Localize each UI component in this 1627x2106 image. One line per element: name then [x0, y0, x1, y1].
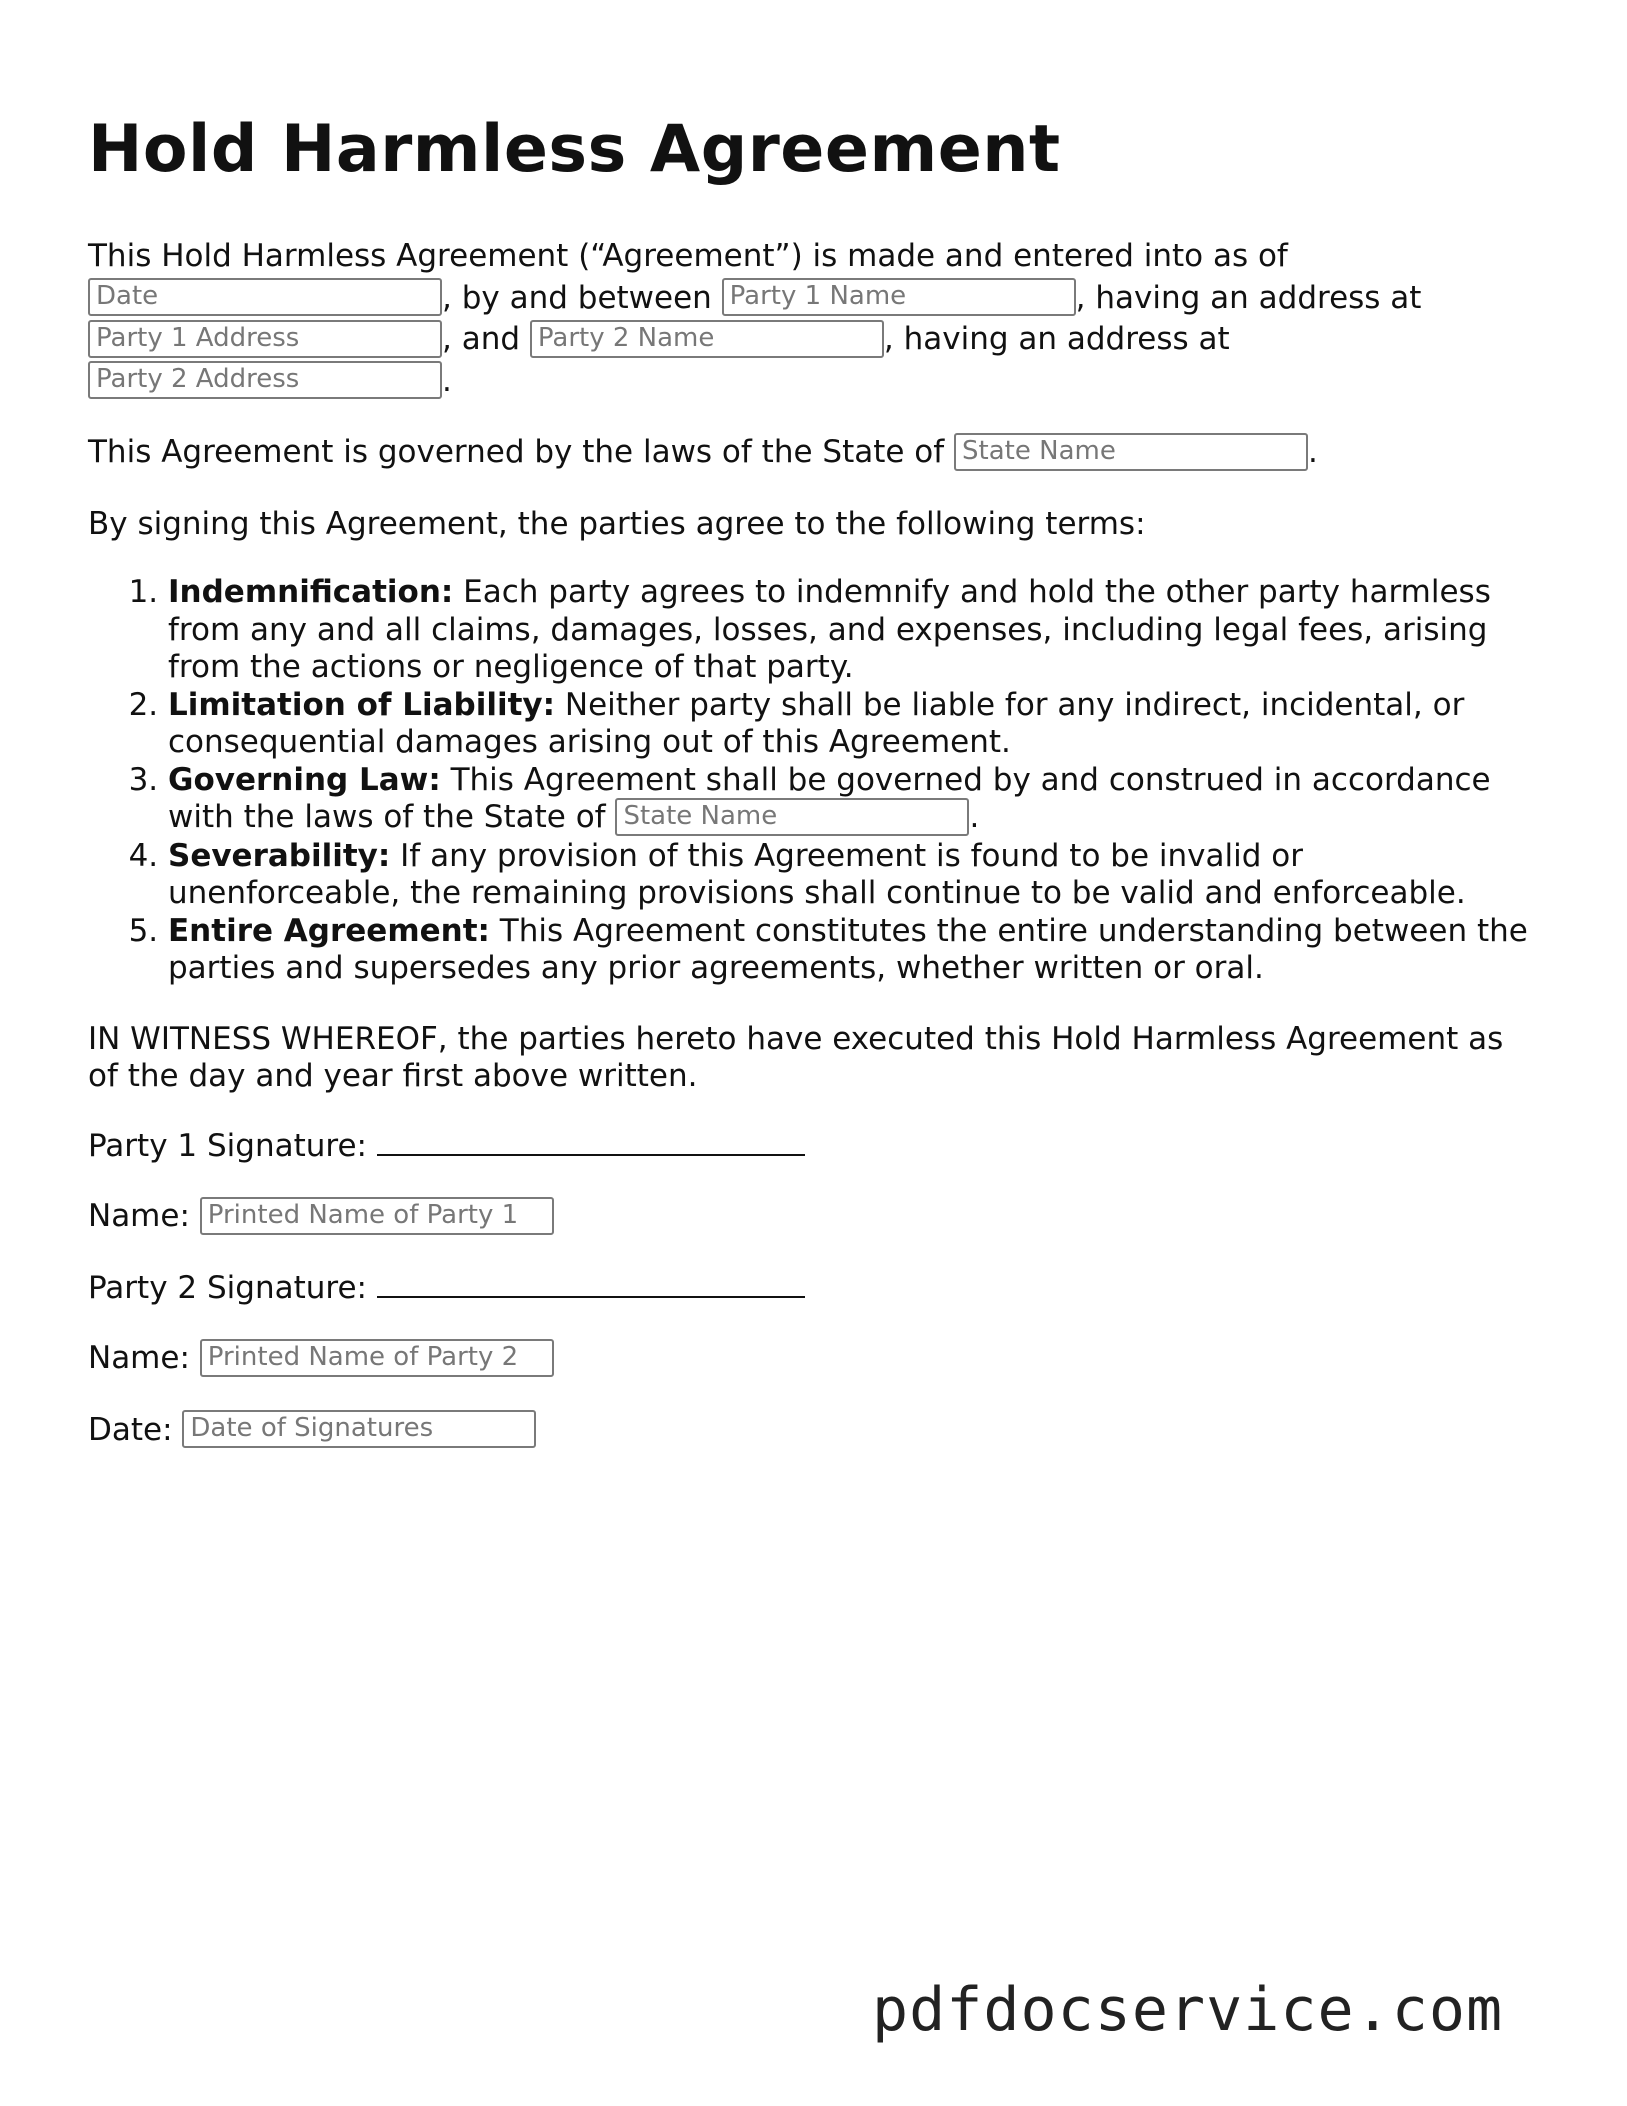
document-page — [88, 110, 1538, 1483]
party1-name-field[interactable]: Party 1 Name — [722, 278, 1076, 316]
term-heading: Entire Agreement: — [168, 912, 490, 949]
term-item — [168, 762, 1538, 838]
party1-signature-row — [88, 1128, 1538, 1166]
party2-name-field[interactable]: Party 2 Name — [530, 320, 884, 358]
governing-law-state-field[interactable]: State Name — [615, 798, 969, 836]
terms-list — [88, 574, 1538, 988]
intro-text-2: , by and between — [442, 279, 712, 316]
term-item — [168, 838, 1538, 913]
term-text: This Agreement shall be governed by and construed in accordance with the laws of the State of — [168, 761, 1491, 835]
governing-end: . — [1308, 434, 1318, 470]
term-heading: Severability: — [168, 837, 391, 874]
party2-name-row — [88, 1340, 1538, 1379]
term-item — [168, 913, 1538, 988]
page-title: Hold Harmless Agreement — [88, 112, 1061, 187]
intro-text-1: This Hold Harmless Agreement (“Agreement”) is made and entered into as of — [88, 238, 1288, 274]
term-text: This Agreement constitutes the entire understanding between the parties and supersedes any prior agreements, whether written or oral. — [168, 912, 1528, 986]
watermark: pdfdocservice.com — [872, 1975, 1504, 2045]
term-heading: Limitation of Liability: — [168, 686, 556, 723]
name-label-2: Name: — [88, 1340, 190, 1376]
term-text: Neither party shall be liable for any indirect, incidental, or consequential damages arising out of this Agreement. — [168, 686, 1465, 760]
party2-signature-row — [88, 1270, 1538, 1308]
term-text: Each party agrees to indemnify and hold the other party harmless from any and all claims, damages, losses, and expenses, including legal fees, arising from the actions or negligence of that party. — [168, 574, 1491, 685]
intro-text-3: , having an address at — [1075, 279, 1422, 316]
party2-signature-label: Party 2 Signature: — [88, 1269, 367, 1306]
term-text: If any provision of this Agreement is found to be invalid or unenforceable, the remaining provisions shall continue to be valid and enforceable. — [168, 837, 1466, 911]
intro-text-6: . — [442, 362, 452, 399]
terms-intro: By signing this Agreement, the parties agree to the following terms: — [88, 505, 1146, 542]
witness-paragraph: IN WITNESS WHEREOF, the parties hereto have executed this Hold Harmless Agreement as of the day and year first above written. — [88, 1020, 1504, 1094]
party2-signature-line[interactable] — [377, 1270, 805, 1298]
printed-name-2-field[interactable]: Printed Name of Party 2 — [200, 1339, 554, 1377]
date-row — [88, 1412, 1538, 1451]
term-end: . — [969, 799, 980, 835]
party2-address-field[interactable]: Party 2 Address — [88, 361, 442, 399]
party1-signature-label: Party 1 Signature: — [88, 1127, 367, 1164]
term-heading: Indemnification: — [168, 574, 454, 610]
intro-paragraph — [88, 236, 1538, 402]
printed-name-1-field[interactable]: Printed Name of Party 1 — [200, 1197, 554, 1235]
name-label-1: Name: — [88, 1198, 190, 1234]
term-item — [168, 687, 1538, 762]
state-name-field[interactable]: State Name — [954, 433, 1308, 471]
party1-signature-line[interactable] — [377, 1128, 805, 1156]
governing-text: This Agreement is governed by the laws of the State of — [88, 434, 945, 470]
date-label: Date: — [88, 1411, 173, 1448]
party1-name-row — [88, 1198, 1538, 1237]
governing-paragraph — [88, 434, 1538, 473]
date-of-signatures-field[interactable]: Date of Signatures — [182, 1410, 536, 1448]
party1-address-field[interactable]: Party 1 Address — [88, 320, 442, 358]
intro-text-4: , and — [442, 321, 521, 357]
term-item — [168, 574, 1538, 687]
term-heading: Governing Law: — [168, 761, 441, 798]
date-field[interactable]: Date — [88, 278, 442, 316]
intro-text-5: , having an address at — [883, 321, 1230, 357]
